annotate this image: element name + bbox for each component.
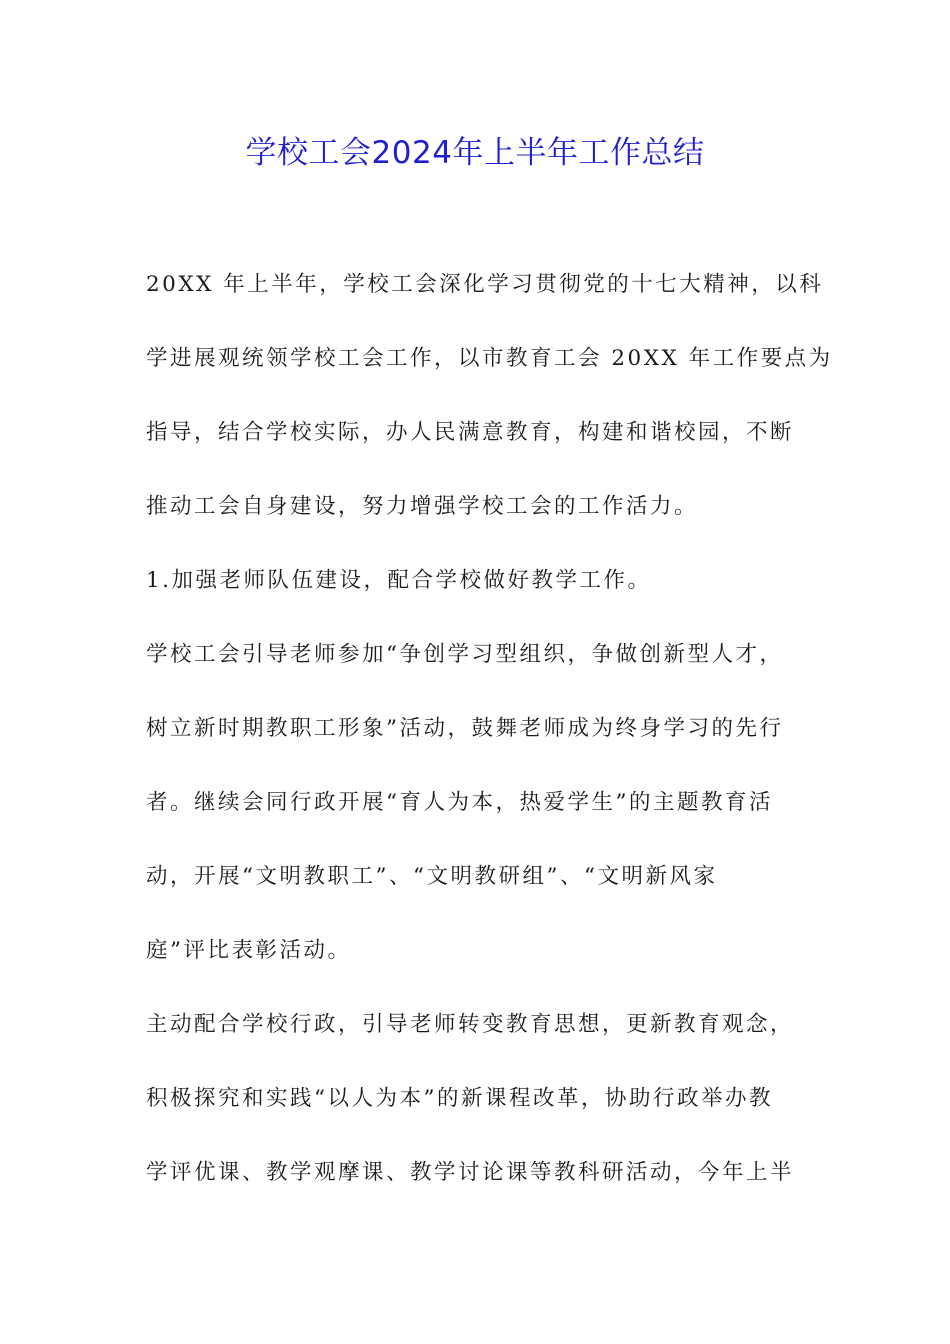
text-line: 者。继续会同行政开展“育人为本，热爱学生”的主题教育活 (146, 790, 773, 815)
text-line: 庭”评比表彰活动。 (146, 938, 352, 963)
text-line: 学评优课、教学观摩课、教学讨论课等教科研活动，今年上半 (146, 1160, 795, 1185)
text-line: 学进展观统领学校工会工作，以市教育工会 20XX 年工作要点为 (146, 346, 833, 371)
text-line: 积极探究和实践“以人为本”的新课程改革，协助行政举办教 (146, 1086, 773, 1111)
text-line: 1.加强老师队伍建设，配合学校做好教学工作。 (146, 568, 652, 593)
text-line: 主动配合学校行政，引导老师转变教育思想，更新教育观念， (146, 1012, 795, 1037)
paragraph-intro (146, 248, 833, 544)
text-line: 学校工会引导老师参加“争创学习型组织，争做创新型人才， (146, 642, 784, 667)
text-line: 推动工会自身建设，努力增强学校工会的工作活力。 (146, 494, 699, 519)
section-heading (146, 544, 806, 618)
text-line: 树立新时期教职工形象”活动，鼓舞老师成为终身学习的先行 (146, 716, 784, 741)
text-line: 动，开展“文明教职工”、“文明教研组”、“文明新风家 (146, 864, 718, 889)
paragraph-teaching-reform (146, 988, 806, 1210)
text-line: 指导，结合学校实际，办人民满意教育，构建和谐校园，不断 (146, 420, 795, 445)
text-line: 20XX 年上半年，学校工会深化学习贯彻党的十七大精神，以科 (146, 272, 824, 297)
paragraph-teacher-activities (146, 618, 806, 988)
document-body (146, 248, 833, 1210)
document-title: 学校工会2024年上半年工作总结 (245, 135, 705, 171)
